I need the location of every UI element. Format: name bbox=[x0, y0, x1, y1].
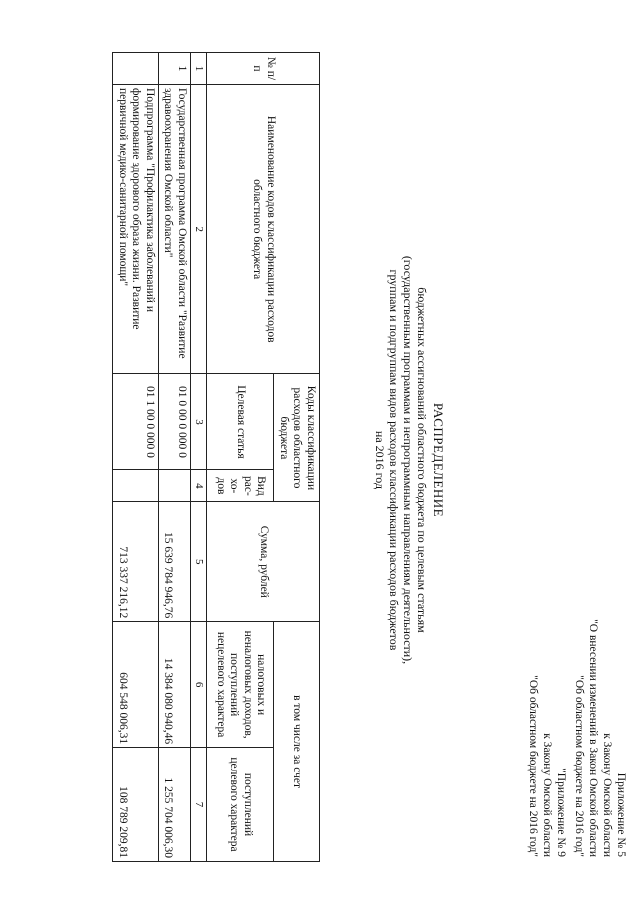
appendix-5-line2: к Закону Омской области bbox=[601, 733, 613, 857]
col-number: 2 bbox=[191, 84, 208, 374]
row-name: Подпрограмма "Профилактика заболеваний и формирование здорового образа жизни. Развитие первичной медико-санитарной помощи" bbox=[113, 84, 159, 374]
header-tax: налоговых и неналоговых доходов, поступлений нецелевого характера bbox=[207, 622, 274, 748]
header-sum: Сумма, рублей bbox=[207, 502, 320, 622]
header-targeted: поступлений целевого характера bbox=[207, 748, 274, 862]
col-number: 1 bbox=[191, 53, 208, 85]
appendix-9-header bbox=[526, 675, 568, 857]
row-kind bbox=[159, 470, 191, 502]
col-number: 5 bbox=[191, 502, 208, 622]
row-kind bbox=[113, 470, 159, 502]
appendix-5-line4: "Об областном бюджете на 2016 год" bbox=[573, 675, 585, 857]
appendix-9-line3: "Об областном бюджете на 2016 год" bbox=[527, 675, 539, 857]
header-including: в том числе за счет bbox=[274, 622, 320, 862]
header-kind: Вид рас-хо-дов bbox=[207, 470, 274, 502]
row-targeted: 108 789 209,81 bbox=[113, 748, 159, 862]
title-block bbox=[373, 150, 445, 770]
appendix-9-line2: к Закону Омской области bbox=[541, 733, 553, 857]
appendix-5-header bbox=[572, 619, 628, 857]
appendix-5-line3: "О внесении изменений в Закон Омской области bbox=[587, 619, 599, 857]
row-tax: 604 548 006,31 bbox=[113, 622, 159, 748]
table-row bbox=[159, 53, 191, 862]
header-codes: Коды классификации расходов областного бюджета bbox=[274, 374, 320, 502]
subtitle-line4: на 2016 год bbox=[373, 430, 387, 490]
row-targeted: 1 255 704 006,30 bbox=[159, 748, 191, 862]
row-num bbox=[113, 53, 159, 85]
page-title: РАСПРЕДЕЛЕНИЕ bbox=[431, 402, 446, 518]
row-name: Государственная программа Омской области "Развитие здравоохранения Омской области" bbox=[159, 84, 191, 374]
subtitle-line1: бюджетных ассигнований областного бюджета по целевым статьям bbox=[415, 287, 429, 633]
appendix-9-line1: "Приложение № 9 bbox=[555, 768, 567, 857]
header-num: № п/п bbox=[207, 53, 320, 85]
subtitle-line2: (государственным программам и непрограммным направлениям деятельности), bbox=[401, 255, 415, 665]
table-row bbox=[113, 53, 159, 862]
subtitle-line3: группам и подгруппам видов расходов классификации расходов бюджетов bbox=[387, 269, 401, 651]
col-number: 6 bbox=[191, 622, 208, 748]
col-number: 4 bbox=[191, 470, 208, 502]
col-number: 3 bbox=[191, 374, 208, 470]
appendix-5-line1: Приложение № 5 bbox=[615, 772, 627, 857]
row-sum: 15 639 784 946,76 bbox=[159, 502, 191, 622]
allocation-table bbox=[113, 52, 321, 862]
col-number: 7 bbox=[191, 748, 208, 862]
column-numbers-row bbox=[191, 53, 208, 862]
header-name: Наименование кодов классификации расходов областного бюджета bbox=[207, 84, 320, 374]
row-target: 01 1 00 0 000 0 bbox=[113, 374, 159, 470]
header-row bbox=[274, 53, 320, 862]
header-target: Целевая статья bbox=[207, 374, 274, 470]
row-num: 1 bbox=[159, 53, 191, 85]
row-target: 01 0 00 0 000 0 bbox=[159, 374, 191, 470]
row-tax: 14 384 080 940,46 bbox=[159, 622, 191, 748]
row-sum: 713 337 216,12 bbox=[113, 502, 159, 622]
